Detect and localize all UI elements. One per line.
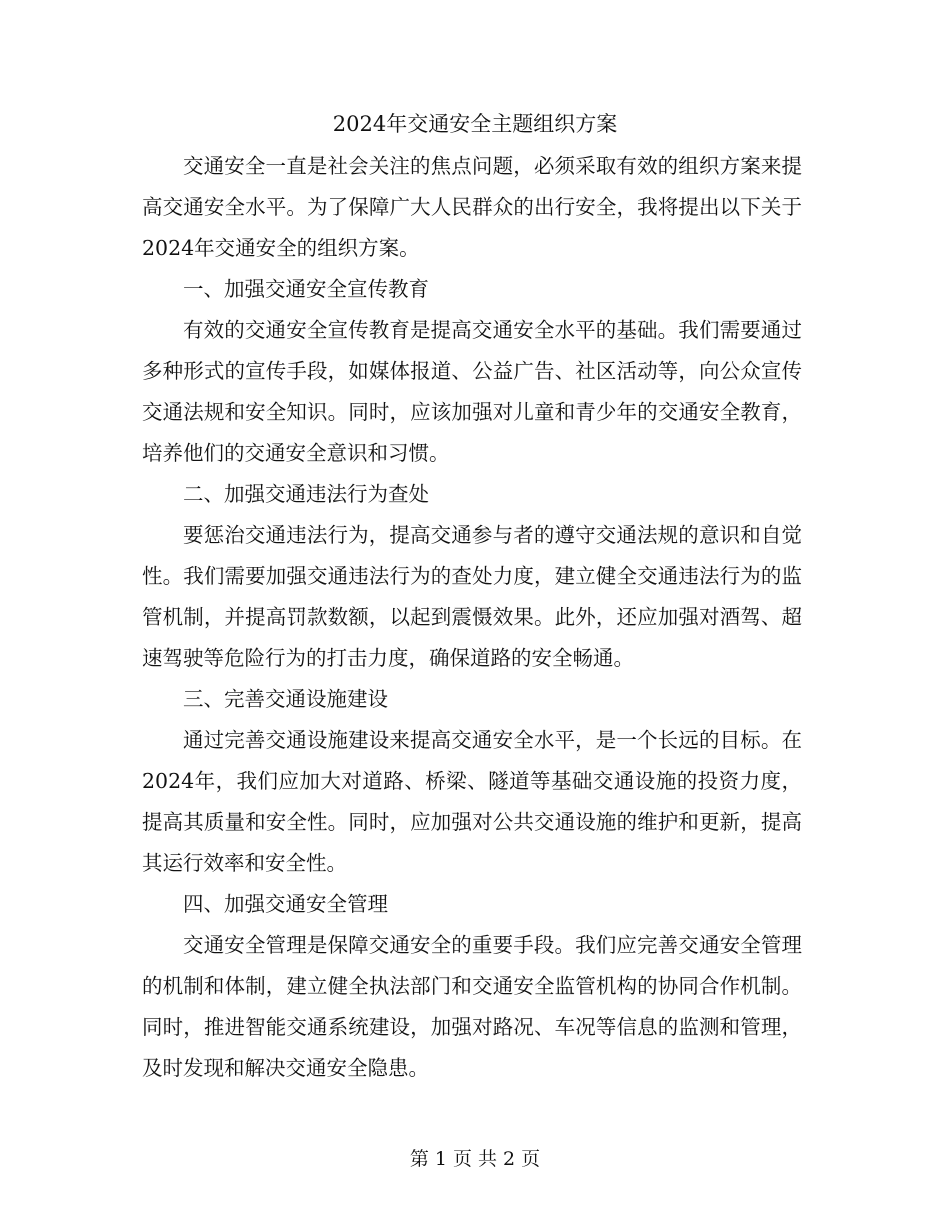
section-heading-1: 一、加强交通安全宣传教育	[183, 277, 429, 301]
section-heading-2: 二、加强交通违法行为查处	[183, 482, 429, 506]
section-paragraph-2: 要惩治交通违法行为，提高交通参与者的遵守交通法规的意识和自觉性。我们需要加强交通违法行为的查处力度，建立健全交通违法行为的监管机制，并提高罚款数额，以起到震慑效果。此外，还应加强对酒驾、超速驾驶等危险行为的打击力度，确保道路的安全畅通。	[142, 523, 802, 670]
document-title: 2024年交通安全主题组织方案	[332, 112, 618, 136]
page-number-footer: 第 1 页 共 2 页	[409, 1148, 541, 1170]
section-heading-3: 三、完善交通设施建设	[183, 687, 388, 711]
intro-paragraph: 交通安全一直是社会关注的焦点问题，必须采取有效的组织方案来提高交通安全水平。为了保障广大人民群众的出行安全，我将提出以下关于2024年交通安全的组织方案。	[142, 154, 802, 260]
section-paragraph-1: 有效的交通安全宣传教育是提高交通安全水平的基础。我们需要通过多种形式的宣传手段，如媒体报道、公益广告、社区活动等，向公众宣传交通法规和安全知识。同时，应该加强对儿童和青少年的交通安全教育，培养他们的交通安全意识和习惯。	[142, 318, 802, 465]
section-heading-4: 四、加强交通安全管理	[183, 892, 388, 916]
document-body	[142, 146, 802, 1089]
section-paragraph-4: 交通安全管理是保障交通安全的重要手段。我们应完善交通安全管理的机制和体制，建立健全执法部门和交通安全监管机构的协同合作机制。同时，推进智能交通系统建设，加强对路况、车况等信息的监测和管理，及时发现和解决交通安全隐患。	[142, 933, 802, 1080]
section-paragraph-3: 通过完善交通设施建设来提高交通安全水平，是一个长远的目标。在2024年，我们应加大对道路、桥梁、隧道等基础交通设施的投资力度，提高其质量和安全性。同时，应加强对公共交通设施的维护和更新，提高其运行效率和安全性。	[142, 728, 802, 875]
